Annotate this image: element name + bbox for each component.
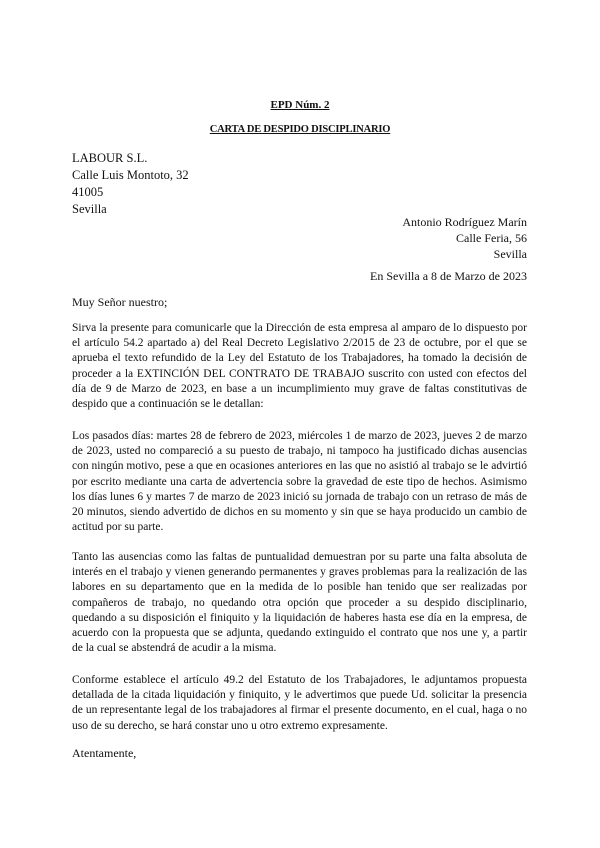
sender-postal-code: 41005: [72, 185, 104, 199]
document-title: EPD Núm. 2: [270, 99, 330, 111]
recipient-city: Sevilla: [493, 247, 527, 261]
date-line: En Sevilla a 8 de Marzo de 2023: [370, 269, 527, 283]
body-paragraph-3: Tanto las ausencias como las faltas de puntualidad demuestran por su parte una falta absoluta de interés en el trabajo y vienen generando permanentes y graves problemas para la realización de las labores en su departamento que en la medida de lo posible han tenido que ser realizadas por compañeros de trabajo, no quedando otra opción que proceder a su despido disciplinario, quedando a su disposición el finiquito y la liquidación de haberes hasta ese día en la empresa, de acuerdo con la propuesta que se adjunta, quedando extinguido el contrato que nos une y, a partir de la cual se abstendrá de acudir a la misma.: [72, 551, 527, 655]
recipient-street: Calle Feria, 56: [456, 231, 527, 245]
sender-street: Calle Luis Montoto, 32: [72, 168, 189, 182]
recipient-name: Antonio Rodríguez Marín: [402, 215, 527, 229]
sender-company: LABOUR S.L.: [72, 151, 148, 165]
greeting: Muy Señor nuestro;: [72, 295, 168, 309]
sender-city: Sevilla: [72, 202, 107, 216]
body-paragraph-4: Conforme establece el artículo 49.2 del Estatuto de los Trabajadores, le adjuntamos propuesta detallada de la citada liquidación y finiquito, y le advertimos que puede Ud. solicitar la presencia de un representante legal de los trabajadores al firmar el presente documento, en el cual, haga o no uso de su derecho, se hará constar uno u otro extremo expresamente.: [72, 674, 527, 732]
closing: Atentamente,: [72, 746, 137, 760]
body-paragraph-2: Los pasados días: martes 28 de febrero de 2023, miércoles 1 de marzo de 2023, jueves 2 de marzo de 2023, usted no compareció a su puesto de trabajo, ni tampoco ha justificado dichas ausencias con ningún motivo, pese a que en ocasiones anteriores en las que no asistió al trabajo se le advirtió por escrito mediante una carta de advertencia sobre la gravedad de este tipo de hechos. Asimismo los días lunes 6 y martes 7 de marzo de 2023 inició su jornada de trabajo con un retraso de más de 20 minutos, siendo advertido de dichos en su momento y sin que se haya producido un cambio de actitud por su parte.: [72, 430, 527, 534]
body-paragraph-1: Sirva la presente para comunicarle que la Dirección de esta empresa al amparo de lo dispuesto por el artículo 54.2 apartado a) del Real Decreto Legislativo 2/2015 de 23 de octubre, por el que se aprueba el texto refundido de la Ley del Estatuto de los Trabajadores, ha tomado la decisión de proceder a la EXTINCIÓN DEL CONTRATO DE TRABAJO suscrito con usted con efectos del día de 9 de Marzo de 2023, en base a un incumplimiento muy grave de faltas constitutivas de despido que a continuación se le detallan:: [72, 322, 527, 411]
document-subtitle: CARTA DE DESPIDO DISCIPLINARIO: [209, 124, 391, 135]
recipient-address: [402, 214, 527, 262]
sender-address: [72, 150, 189, 218]
